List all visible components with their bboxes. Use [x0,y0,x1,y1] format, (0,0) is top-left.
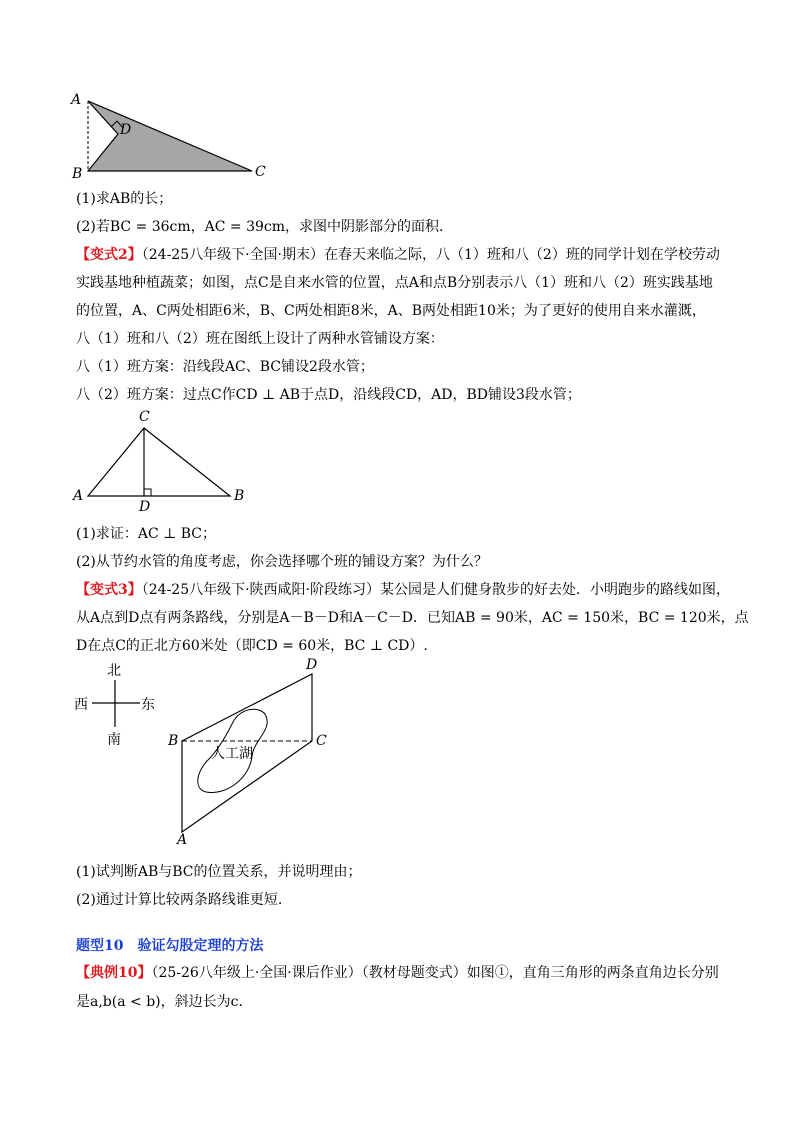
fig3-label-d: D [306,657,318,673]
fig1-label-b: B [72,166,83,182]
variant-3-question-1: (1)试判断AB与BC的位置关系，并说明理由； [76,864,362,880]
variant-3-question-2: (2)通过计算比较两条路线谁更短. [76,892,283,908]
variant-2-line-3: 的位置，A、C两处相距6米，B、C两处相距8米，A、B两处相距10米；为了更好的使用自来水灌溉， [76,303,706,319]
compass-west: 西 [74,697,88,713]
fig1-label-c: C [255,164,266,180]
variant-2-question-1: (1)求证：AC ⊥ BC； [76,526,216,542]
example-10-line-2: 是a,b(a < b)，斜边长为c. [76,994,243,1010]
fig3-label-c: C [316,733,327,749]
fig1-label-d: D [120,122,132,138]
variant-2-line-5: 八（1）班方案：沿线段AC、BC铺设2段水管； [76,359,374,375]
fig3-label-b: B [168,733,179,749]
fig1-label-a: A [71,92,82,108]
fig2-label-d: D [139,499,151,515]
variant-3-line-1: 【变式3】（24-25八年级下·陕西咸阳·阶段练习）某公园是人们健身散步的好去处．小明跑步的路线如图， [76,582,731,598]
compass-east: 东 [141,697,155,713]
variant-3-line-2: 从A点到D点有两条路线，分别是A－B－D和A－C－D．已知AB = 90米，AC = 150米，BC = 120米，点 [76,610,749,626]
variant-2-line-6: 八（2）班方案：过点C作CD ⊥ AB于点D，沿线段CD，AD，BD铺设3段水管； [76,387,581,403]
example-10-tag: 【典例10】 [76,965,152,981]
section-heading-type-10: 题型10 验证勾股定理的方法 [76,938,264,954]
fig2-label-b: B [234,488,245,504]
variant-2-line-2: 实践基地种植蔬菜；如图，点C是自来水管的位置，点A和点B分别表示八（1）班和八（2）班实践基地 [76,275,713,291]
variant-2-question-2: (2)从节约水管的角度考虑，你会选择哪个班的铺设方案？为什么？ [76,554,488,570]
fig2-label-a: A [73,488,84,504]
lake-label: 人工湖 [211,746,253,762]
fig2-label-c: C [139,409,150,425]
variant-3-line-3: D在点C的正北方60米处（即CD = 60米，BC ⊥ CD）. [76,638,428,654]
question-1-1: (1)求AB的长； [76,191,173,207]
compass-north: 北 [107,663,121,679]
variant-3-tag: 【变式3】 [76,582,142,598]
variant-2-line-4: 八（1）班和八（2）班在图纸上设计了两种水管铺设方案： [76,331,444,347]
variant-2-tag: 【变式2】 [76,247,142,263]
fig3-label-a: A [177,832,188,848]
example-10-line-1: 【典例10】（25-26八年级上·全国·课后作业）（教材母题变式）如图①，直角三角形的两条直角边长分别 [76,965,719,981]
variant-2-line-1: 【变式2】（24-25八年级下·全国·期末）在春天来临之际，八（1）班和八（2）班的同学计划在学校劳动 [76,247,720,263]
compass-south: 南 [107,732,121,748]
question-1-2: (2)若BC = 36cm，AC = 39cm，求图中阴影部分的面积. [76,219,444,235]
